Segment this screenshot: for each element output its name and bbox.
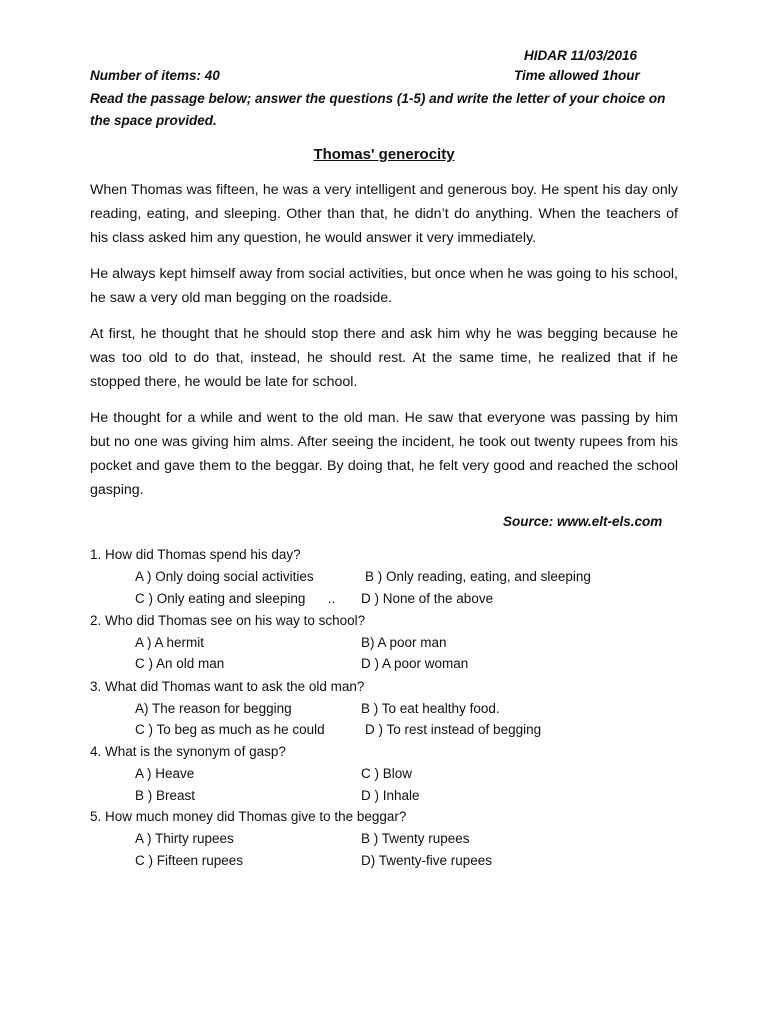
passage-paragraph: He thought for a while and went to the old man. He saw that everyone was passing by him but no one was giving him alms. After seeing the incident, he took out twenty rupees from his pocket and gave them to the beggar. By doing that, he felt very good and reached the school gasping. — [90, 410, 678, 498]
question-5-option-c: C ) Fifteen rupees — [135, 853, 244, 868]
question-3-option-a: A) The reason for begging — [135, 701, 292, 716]
question-1-option-a: A ) Only doing social activities — [135, 569, 314, 584]
passage-paragraph: At first, he thought that he should stop there and ask him why he was begging because he was too old to do that, instead, he should rest. At the same time, he realized that if he stopped there, he would be late for school. — [90, 326, 678, 390]
question-1-option-d: D ) None of the above — [361, 591, 494, 606]
question-2-option-d: D ) A poor woman — [361, 656, 469, 671]
question-4-option-a: A ) Heave — [135, 766, 195, 781]
question-1-option-c: C ) Only eating and sleeping .. — [135, 591, 336, 606]
instructions: Read the passage below; answer the questions (1-5) and write the letter of your choice on the space provided. — [90, 91, 666, 128]
question-4-option-c: C ) Blow — [361, 766, 413, 781]
question-2-option-c: C ) An old man — [135, 656, 225, 671]
question-3-option-c: C ) To beg as much as he could — [135, 722, 325, 737]
passage-paragraph: He always kept himself away from social activities, but once when he was going to his school, he saw a very old man begging on the roadside. — [90, 266, 678, 306]
question-5-option-b: B ) Twenty rupees — [361, 831, 470, 846]
question-1: 1. How did Thomas spend his day? — [90, 547, 301, 562]
question-3-option-b: B ) To eat healthy food. — [361, 701, 500, 716]
question-4-option-d: D ) Inhale — [361, 788, 420, 803]
question-4-option-b: B ) Breast — [135, 788, 196, 803]
passage-title: Thomas' generocity — [313, 146, 455, 163]
question-2: 2. Who did Thomas see on his way to school? — [90, 613, 366, 628]
passage-source: Source: www.elt-els.com — [503, 514, 663, 529]
question-3: 3. What did Thomas want to ask the old man? — [90, 679, 365, 694]
number-of-items: Number of items: 40 — [90, 68, 220, 83]
question-4: 4. What is the synonym of gasp? — [90, 744, 286, 759]
question-1-option-b: B ) Only reading, eating, and sleeping — [365, 569, 591, 584]
passage-paragraph: When Thomas was fifteen, he was a very intelligent and generous boy. He spent his day only reading, eating, and sleeping. Other than that, he didn’t do anything. When the teachers of his class asked him any question, he would answer it very immediately. — [90, 182, 678, 246]
question-5-option-d: D) Twenty-five rupees — [361, 853, 493, 868]
passage-title-row — [0, 146, 768, 163]
question-2-option-a: A ) A hermit — [135, 635, 205, 650]
question-2-option-b: B) A poor man — [361, 635, 447, 650]
question-3-option-d: D ) To rest instead of begging — [365, 722, 542, 737]
question-5-option-a: A ) Thirty rupees — [135, 831, 234, 846]
time-allowed: Time allowed 1hour — [514, 68, 640, 83]
question-5: 5. How much money did Thomas give to the beggar? — [90, 809, 407, 824]
exam-date: HIDAR 11/03/2016 — [524, 48, 638, 63]
